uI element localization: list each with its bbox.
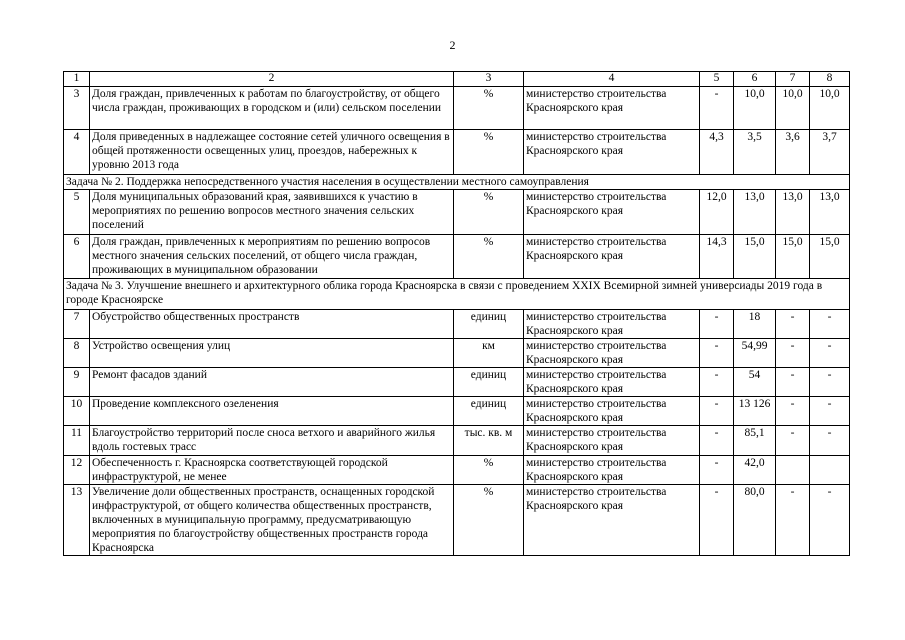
value-col-7: 3,6	[776, 130, 810, 175]
value-col-8: -	[810, 339, 850, 368]
header-cell: 2	[90, 72, 454, 87]
unit: единиц	[454, 397, 524, 426]
page-number: 2	[449, 38, 456, 52]
value-col-8: 13,0	[810, 190, 850, 235]
unit: %	[454, 87, 524, 130]
responsible-org: министерство строительства Красноярского края	[524, 190, 700, 235]
task-heading: Задача № 3. Улучшение внешнего и архитектурного облика города Красноярска в связи с проведением XXIX Всемирной зимней универсиады 2019 года в городе Красноярске	[64, 279, 850, 310]
row-number: 8	[64, 339, 90, 368]
value-col-6: 54,99	[734, 339, 776, 368]
table-row	[64, 368, 850, 397]
table-row	[64, 190, 850, 235]
value-col-6: 54	[734, 368, 776, 397]
value-col-7: -	[776, 368, 810, 397]
responsible-org: министерство строительства Красноярского края	[524, 235, 700, 279]
value-col-8: 15,0	[810, 235, 850, 279]
indicator-name: Доля граждан, привлеченных к работам по благоустройству, от общего числа граждан, проживающих в городском и (или) сельском поселении	[90, 87, 454, 130]
responsible-org: министерство строительства Красноярского края	[524, 397, 700, 426]
value-col-7: 13,0	[776, 190, 810, 235]
task-row	[64, 279, 850, 310]
table-row	[64, 310, 850, 339]
indicators-table	[63, 71, 850, 556]
row-number: 3	[64, 87, 90, 130]
header-cell: 3	[454, 72, 524, 87]
value-col-7: -	[776, 310, 810, 339]
value-col-8: 10,0	[810, 87, 850, 130]
value-col-5: -	[700, 368, 734, 397]
header-cell: 7	[776, 72, 810, 87]
row-number: 13	[64, 485, 90, 556]
unit: %	[454, 130, 524, 175]
responsible-org: министерство строительства Красноярского края	[524, 426, 700, 456]
responsible-org: министерство строительства Красноярского края	[524, 339, 700, 368]
value-col-7: -	[776, 339, 810, 368]
indicator-name: Обустройство общественных пространств	[90, 310, 454, 339]
unit: %	[454, 235, 524, 279]
row-number: 12	[64, 456, 90, 485]
value-col-5: -	[700, 485, 734, 556]
value-col-7: -	[776, 485, 810, 556]
table-row	[64, 339, 850, 368]
value-col-6: 80,0	[734, 485, 776, 556]
value-col-8	[810, 456, 850, 485]
value-col-5: -	[700, 456, 734, 485]
value-col-8: 3,7	[810, 130, 850, 175]
value-col-7: 10,0	[776, 87, 810, 130]
unit: %	[454, 485, 524, 556]
value-col-6: 13,0	[734, 190, 776, 235]
task-row	[64, 175, 850, 190]
unit: единиц	[454, 310, 524, 339]
task-heading: Задача № 2. Поддержка непосредственного участия населения в осуществлении местного самоуправления	[64, 175, 850, 190]
indicator-name: Устройство освещения улиц	[90, 339, 454, 368]
responsible-org: министерство строительства Красноярского края	[524, 485, 700, 556]
unit: единиц	[454, 368, 524, 397]
header-row	[64, 72, 850, 87]
value-col-5: -	[700, 339, 734, 368]
value-col-6: 42,0	[734, 456, 776, 485]
header-cell: 4	[524, 72, 700, 87]
value-col-5: -	[700, 397, 734, 426]
row-number: 6	[64, 235, 90, 279]
value-col-6: 13 126	[734, 397, 776, 426]
value-col-8: -	[810, 368, 850, 397]
row-number: 5	[64, 190, 90, 235]
responsible-org: министерство строительства Красноярского края	[524, 368, 700, 397]
value-col-8: -	[810, 485, 850, 556]
header-cell: 5	[700, 72, 734, 87]
value-col-5: -	[700, 87, 734, 130]
unit: %	[454, 456, 524, 485]
value-col-8: -	[810, 397, 850, 426]
table-row	[64, 87, 850, 130]
row-number: 4	[64, 130, 90, 175]
header-cell: 6	[734, 72, 776, 87]
value-col-6: 85,1	[734, 426, 776, 456]
row-number: 11	[64, 426, 90, 456]
value-col-5: -	[700, 426, 734, 456]
indicator-name: Доля граждан, привлеченных к мероприятиям по решению вопросов местного значения сельских поселений, от общего числа граждан, проживающих в муниципальном образовании	[90, 235, 454, 279]
responsible-org: министерство строительства Красноярского края	[524, 456, 700, 485]
value-col-7: -	[776, 426, 810, 456]
table-row	[64, 397, 850, 426]
indicator-name: Благоустройство территорий после сноса ветхого и аварийного жилья вдоль гостевых трасс	[90, 426, 454, 456]
indicator-name: Ремонт фасадов зданий	[90, 368, 454, 397]
unit: %	[454, 190, 524, 235]
value-col-6: 10,0	[734, 87, 776, 130]
indicator-name: Доля муниципальных образований края, заявившихся к участию в мероприятиях по решению вопросов местного значения сельских поселений	[90, 190, 454, 235]
value-col-5: 4,3	[700, 130, 734, 175]
value-col-6: 15,0	[734, 235, 776, 279]
header-cell: 1	[64, 72, 90, 87]
value-col-8: -	[810, 426, 850, 456]
responsible-org: министерство строительства Красноярского края	[524, 130, 700, 175]
value-col-7: -	[776, 397, 810, 426]
value-col-8: -	[810, 310, 850, 339]
value-col-6: 3,5	[734, 130, 776, 175]
indicator-name: Проведение комплексного озеленения	[90, 397, 454, 426]
table-row	[64, 426, 850, 456]
row-number: 10	[64, 397, 90, 426]
responsible-org: министерство строительства Красноярского края	[524, 310, 700, 339]
indicator-name: Увеличение доли общественных пространств, оснащенных городской инфраструктурой, от общего количества общественных пространств, включенных в муниципальную программу, предусматривающую мероприятия по благоустройству общественных пространств города Красноярска	[90, 485, 454, 556]
value-col-5: -	[700, 310, 734, 339]
unit: тыс. кв. м	[454, 426, 524, 456]
value-col-5: 12,0	[700, 190, 734, 235]
unit: км	[454, 339, 524, 368]
header-cell: 8	[810, 72, 850, 87]
value-col-7	[776, 456, 810, 485]
table-row	[64, 485, 850, 556]
table-row	[64, 235, 850, 279]
table-row	[64, 456, 850, 485]
row-number: 9	[64, 368, 90, 397]
value-col-7: 15,0	[776, 235, 810, 279]
indicator-name: Обеспеченность г. Красноярска соответствующей городской инфраструктурой, не менее	[90, 456, 454, 485]
table-row	[64, 130, 850, 175]
responsible-org: министерство строительства Красноярского края	[524, 87, 700, 130]
value-col-5: 14,3	[700, 235, 734, 279]
indicator-name: Доля приведенных в надлежащее состояние сетей уличного освещения в общей протяженности освещенных улиц, проездов, набережных к уровню 2013 года	[90, 130, 454, 175]
row-number: 7	[64, 310, 90, 339]
value-col-6: 18	[734, 310, 776, 339]
